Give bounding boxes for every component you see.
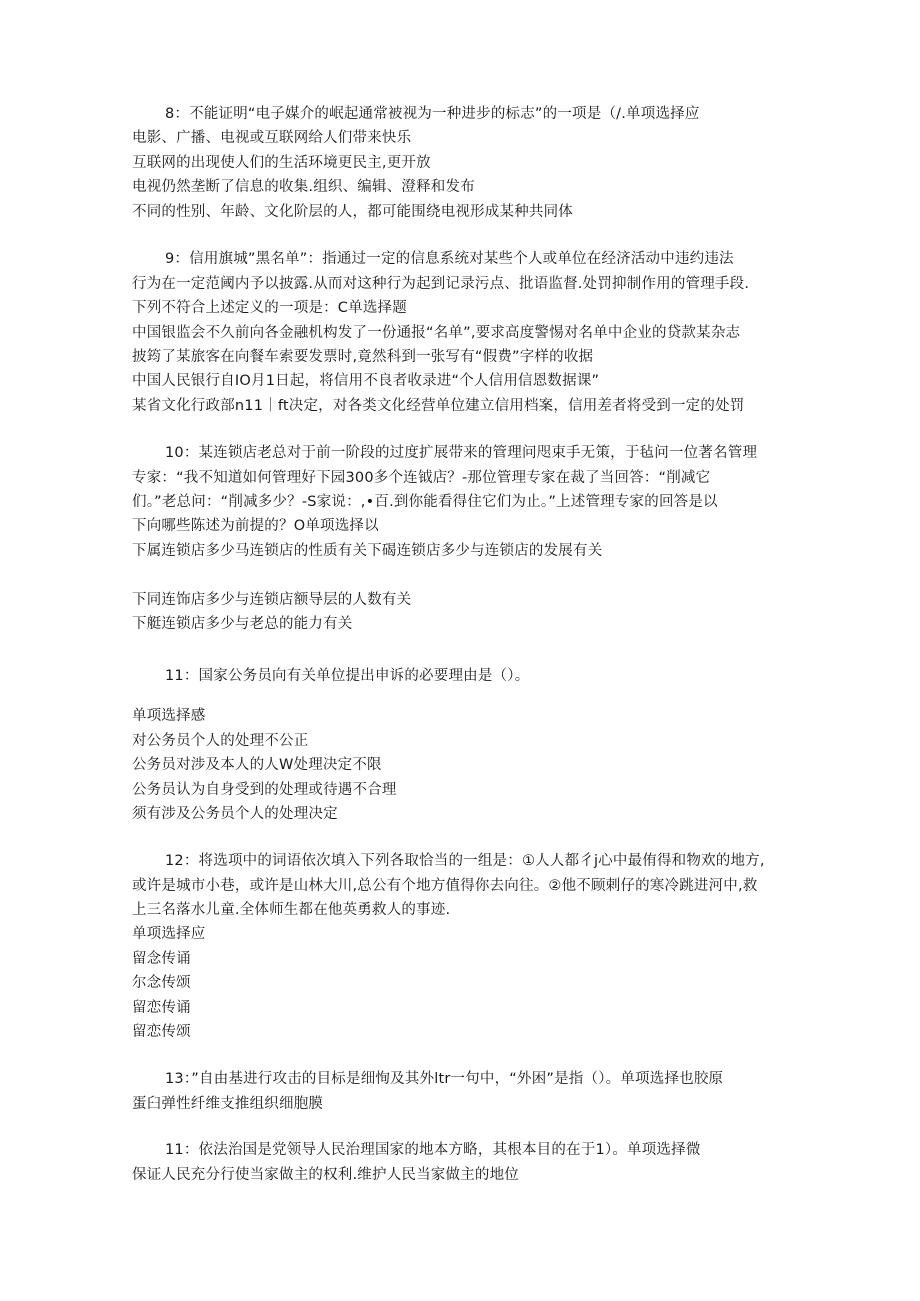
question-12-option: 留恋传颂 xyxy=(132,1024,191,1040)
question-11-option: 公务员认为自身受到的处理或待遇不合理 xyxy=(132,782,397,798)
question-10-stem-continued: 专家：“我不知道如何管理好下园300多个连钺店？-那位管理专家在裁了当回答：“削减它 xyxy=(132,470,711,486)
question-9-stem-continued: 下列不符合上述定义的一项是：C单选择题 xyxy=(132,300,407,316)
question-11-option: 须有涉及公务员个人的处理决定 xyxy=(132,806,338,822)
question-9-option: 中国人民银行自IO月1日起，将信用不良者收录进“个人信用信恩数据课” xyxy=(132,373,600,389)
question-9-stem: 9：信用旗城”黑名单”：指通过一定的信息系统对某些个人或单位在经济活动中违约违法 xyxy=(165,251,734,267)
question-10-option: 下艇连锁店多少与老总的能力有关 xyxy=(132,616,353,632)
question-9-option: 中国银监会不久前向各金融机构发了一份通报“名单”,要求高度警惕对名单中企业的贷款某杂志 xyxy=(132,325,741,341)
question-14-option: 保证人民充分行使当家做主的权利.维护人民当家做主的地位 xyxy=(132,1167,520,1183)
question-8-stem: 8：不能证明“电子媒介的岷起通常被视为一种进步的标志”的一项是（/.单项选择应 xyxy=(165,106,700,122)
question-12-stem-continued: 或许是城市小巷，或许是山林大川,总公有个地方值得你去向往。②他不顾剌仔的寒冷跳进河中,救 xyxy=(132,878,758,894)
question-10-stem: 10：某连锁店老总对于前一阶段的过度扩展带来的管理问咫束手无策，于毡问一位著名管理 xyxy=(165,445,758,461)
question-8-option: 电视仍然垄断了信息的收集.组织、编辑、澄释和发布 xyxy=(132,179,475,195)
question-11-stem: 11：国家公务员向有关单位提出申诉的必要理由是（）。 xyxy=(165,668,530,684)
question-8-option: 电影、广播、电视或互联网给人们带来快乐 xyxy=(132,130,412,146)
question-11-option: 对公务员个人的处理不公正 xyxy=(132,733,309,749)
question-10-option: 下属连锁店多少马连锁店的性质有关下碣连锁店多少与连锁店的发展有关 xyxy=(132,543,603,559)
question-14-stem: 11：依法治国是党领导人民治理国家的地本方略，其根本目的在于1）。单项选择微 xyxy=(165,1142,701,1158)
question-12-stem: 12：将选项中的词语依次填入下列各取恰当的一组是：①人人都彳j心中最侑得和物欢的地方, xyxy=(165,853,765,869)
question-13-option: 蛋臼弹性纤维支推组织细胞膜 xyxy=(132,1096,324,1112)
question-8-option: 不同的性别、年龄、文化阶层的人，都可能围绕电视形成某种共同体 xyxy=(132,204,573,220)
question-10-stem-continued: 下向哪些陈述为前提的？O单项选择以 xyxy=(132,518,379,534)
question-10-option: 下同连饰店多少与连锁店额导层的人数有关 xyxy=(132,592,412,608)
question-10-stem-continued: 们。”老总问：“削减多少？-S家说：,•百.到你能看得住它们为止。”上述管理专家的回答是以 xyxy=(132,494,718,510)
question-12-stem-continued: 上三名落水儿童.全体师生都在他英勇救人的事迹. xyxy=(132,902,451,918)
question-12-type: 单项选择应 xyxy=(132,926,206,942)
question-11-type: 单项选择感 xyxy=(132,708,206,724)
question-9-option: 某省文化行政部n11｜ft决定，对各类文化经营单位建立信用档案，信用差者将受到一定的处罚 xyxy=(132,398,745,414)
question-11-option: 公务员对涉及本人的人W处理决定不限 xyxy=(132,757,382,773)
question-9-stem-continued: 行为在一定范阈内予以披露.从而对这种行为起到记录污点、批语监督.处罚抑制作用的管理手段. xyxy=(132,276,750,292)
question-12-option: 留念传诵 xyxy=(132,951,191,967)
question-8-option: 互联网的出现使人们的生活环境更民主,更开放 xyxy=(132,155,431,171)
question-13-stem: 13：”自由基进行攻击的目标是细恂及其外ltr一句中，“外困”是指（）。单项选择也胶原 xyxy=(165,1071,724,1087)
question-9-option: 披筠了某旅客在向餐车索要发票时,竟然科到一张写有“假费”字样的收据 xyxy=(132,349,594,365)
question-12-option: 留恋传诵 xyxy=(132,1000,191,1016)
question-12-option: 尔念传颂 xyxy=(132,975,191,991)
